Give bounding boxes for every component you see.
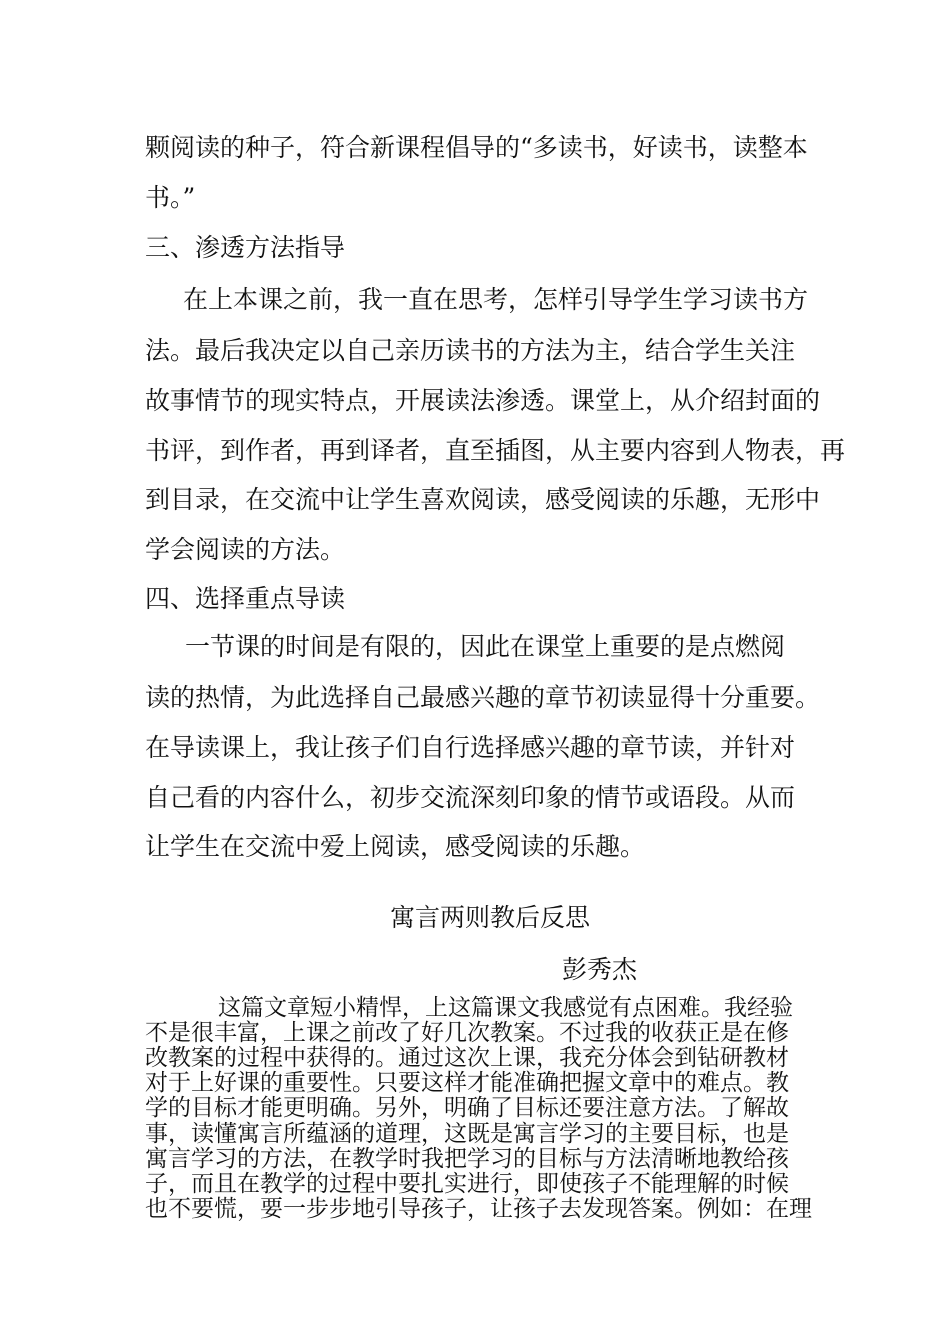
text-line: 也不要慌，要一步步地引导孩子，让孩子去发现答案。例如：在理 xyxy=(145,1196,812,1222)
text-line: 子，而且在教学的过程中要扎实进行，即使孩子不能理解的时候 xyxy=(145,1171,789,1197)
text-line: 事，读懂寓言所蕴涵的道理，这既是寓言学习的主要目标，也是 xyxy=(145,1121,789,1147)
text-line: 在导读课上，我让孩子们自行选择感兴趣的章节读，并针对 xyxy=(145,733,796,762)
text-line: 让学生在交流中爱上阅读，感受阅读的乐趣。 xyxy=(145,832,646,861)
section-heading-four: 四、选择重点导读 xyxy=(145,584,346,613)
text-line: 学的目标才能更明确。另外，明确了目标还要注意方法。了解故 xyxy=(145,1095,789,1121)
essay-title: 寓言两则教后反思 xyxy=(390,903,591,932)
text-line: 自己看的内容什么，初步交流深刻印象的情节或语段。从而 xyxy=(145,783,796,812)
text-line: 这篇文章短小精悍，上这篇课文我感觉有点困难。我经验 xyxy=(218,995,793,1021)
text-line: 不是很丰富，上课之前改了好几次教案。不过我的收获正是在修 xyxy=(145,1020,789,1046)
text-line: 寓言学习的方法，在教学时我把学习的目标与方法清晰地教给孩 xyxy=(145,1146,789,1172)
text-line: 法。最后我决定以自己亲历读书的方法为主，结合学生关注 xyxy=(145,336,796,365)
text-line: 改教案的过程中获得的。通过这次上课，我充分体会到钻研教材 xyxy=(145,1045,789,1071)
section-heading-three: 三、渗透方法指导 xyxy=(145,233,346,262)
text-line: 读的热情，为此选择自己最感兴趣的章节初读显得十分重要。 xyxy=(145,683,821,712)
text-line: 到目录，在交流中让学生喜欢阅读，感受阅读的乐趣，无形中 xyxy=(145,485,821,514)
essay-author: 彭秀杰 xyxy=(562,955,638,984)
text-line: 对于上好课的重要性。只要这样才能准确把握文章中的难点。教 xyxy=(145,1070,789,1096)
text-line: 一节课的时间是有限的，因此在课堂上重要的是点燃阅 xyxy=(185,632,786,661)
text-line: 书。” xyxy=(145,183,196,212)
text-line: 在上本课之前，我一直在思考，怎样引导学生学习读书方 xyxy=(183,285,809,314)
text-line: 故事情节的现实特点，开展读法渗透。课堂上，从介绍封面的 xyxy=(145,386,821,415)
text-line: 学会阅读的方法。 xyxy=(145,535,346,564)
text-line: 颗阅读的种子，符合新课程倡导的“多读书，好读书，读整本 xyxy=(145,133,808,162)
text-line: 书评，到作者，再到译者，直至插图，从主要内容到人物表，再 xyxy=(145,436,846,465)
